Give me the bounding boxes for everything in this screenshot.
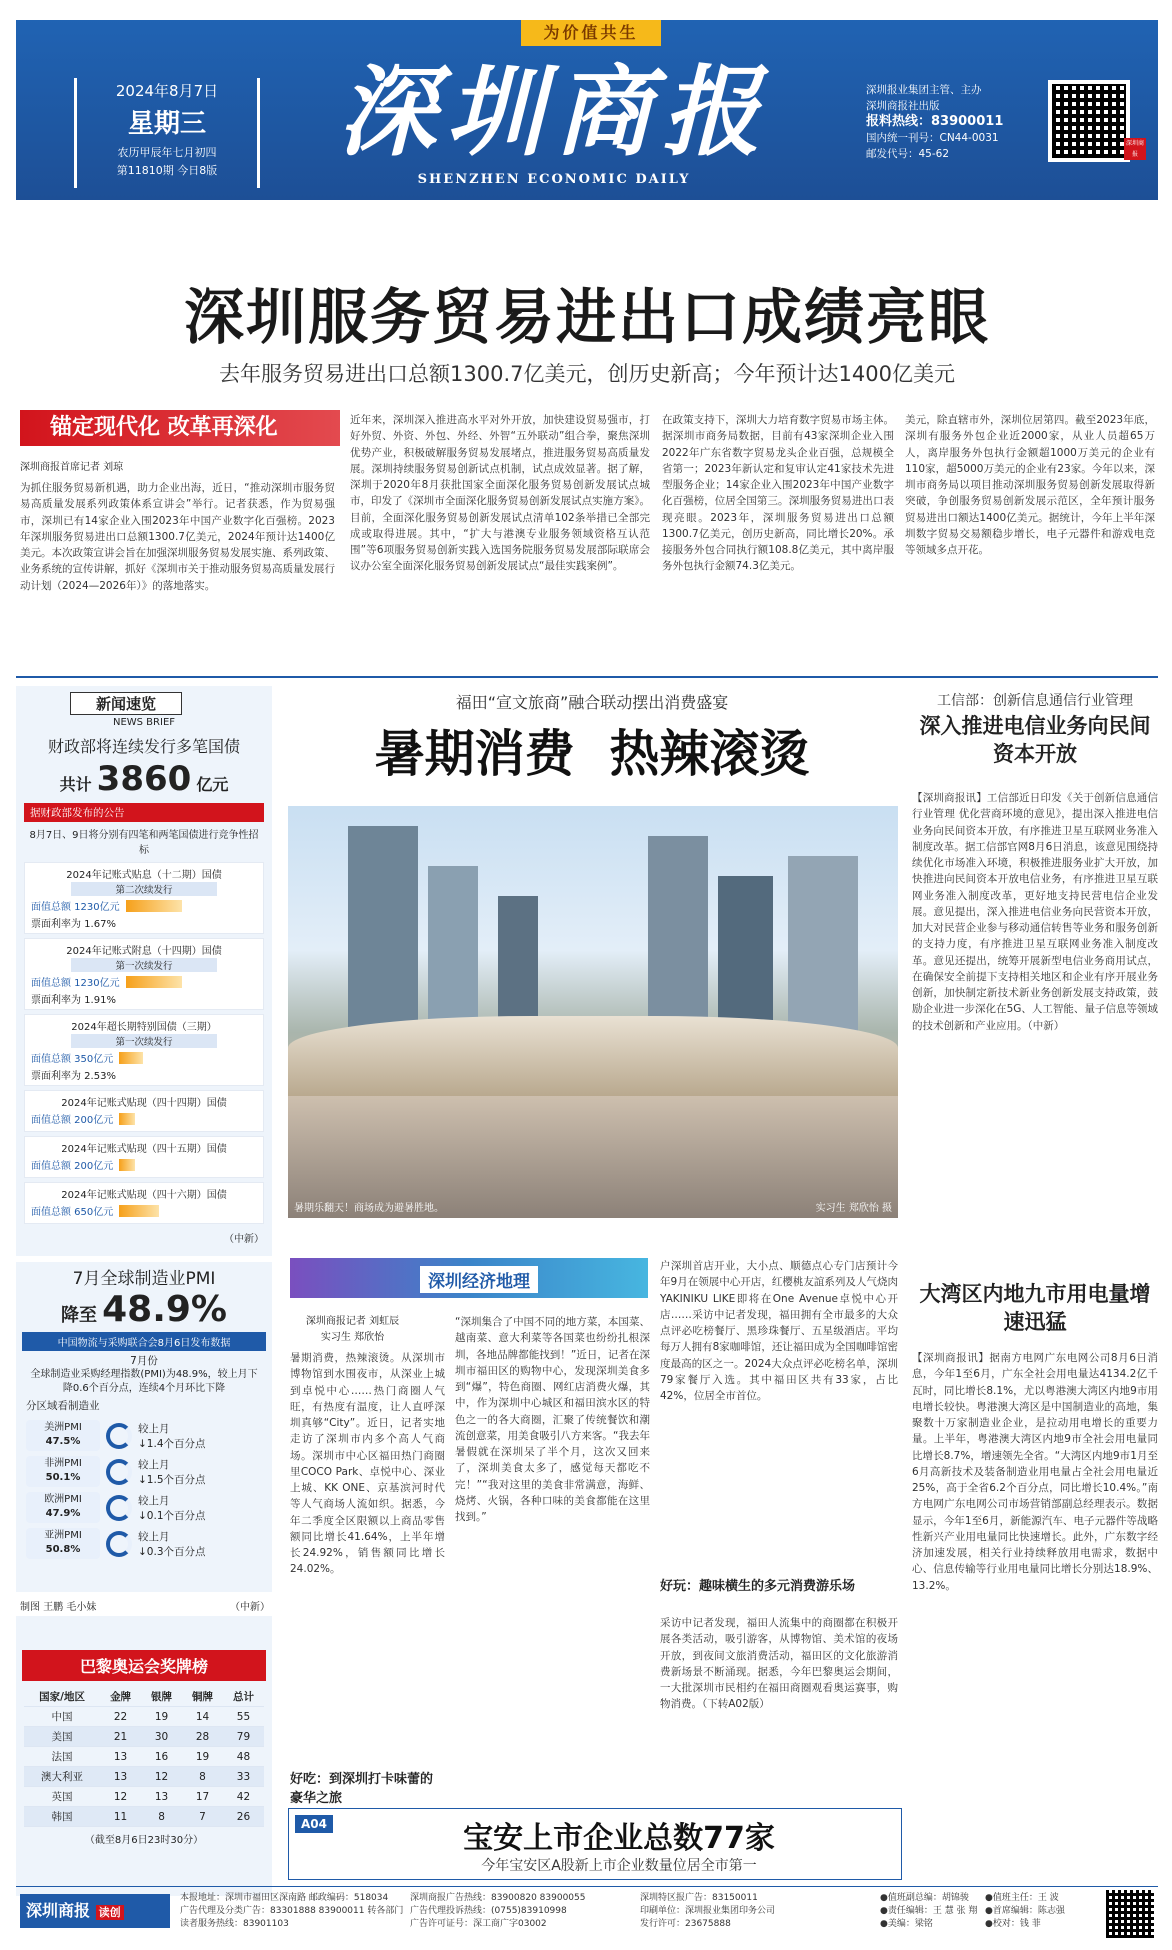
pmi-region-value: 50.8% <box>45 1544 81 1555</box>
lead-column-2: 近年来，深圳深入推进高水平对外开放，加快建设贸易强市，打好外贸、外资、外包、外经、外智“五外联动”组合拳，聚焦深圳优势产业，积极破解服务贸易发展堵点，推进服务贸易高质量发展。深圳持续服务贸易创新试点机制，试点成效显著。据了解，深圳于2020年8月获批国家全面深化服务贸易创新发展试点城市，印发了《深圳市全面深化服务贸易创新发展试点实施方案》。目前，全面深化服务贸易创新发展试点清单102条举措已全部完成或取得进展。其中，“扩大与港澳专业服务领域资格互认范围”等6项服务贸易创新实践入选国务院服务贸易发展部际联席会议办公室全面深化服务贸易创新发展试点“最佳实践案例”。 <box>350 414 650 573</box>
section-banner <box>290 1258 648 1298</box>
bond-phase: 第一次续发行 <box>71 958 217 972</box>
pmi-ring-icon <box>106 1459 132 1485</box>
bond-rate: 票面利率为 1.67% <box>31 919 116 930</box>
newspaper-title-en: SHENZHEN ECONOMIC DAILY <box>417 172 691 187</box>
brief-tag <box>70 692 182 715</box>
photo-caption: 暑期乐翻天！商场成为避暑胜地。 <box>294 1203 444 1214</box>
bond-amount: 面值总额 1230亿元 <box>31 902 120 913</box>
cn-number: 国内统一刊号：CN44-0031 <box>866 132 999 144</box>
footer-logo-tag: 读创 <box>96 1905 124 1920</box>
table-cell: 19 <box>141 1707 182 1727</box>
table-row <box>24 1807 264 1827</box>
table-cell: 韩国 <box>24 1807 100 1827</box>
medal-body <box>24 1707 264 1827</box>
news-brief-panel <box>16 686 272 1256</box>
bond-amount: 面值总额 200亿元 <box>31 1161 114 1172</box>
pmi-change <box>138 1529 206 1559</box>
feature-column-3b: 采访中记者发现，福田人流集中的商圈都在积极开展各类活动，吸引游客，从博物馆、美术馆的夜场开放，到夜间文旅消费活动，福田区的文化旅游消费新场景不断涌现。据悉，今年巴黎奥运会期间，一大批深圳市民相约在福田商圈观看奥运赛事，购物消费。（下转A02版） <box>660 1617 898 1711</box>
bond-title: 2024年记账式贴现（四十六期）国债 <box>61 1190 227 1201</box>
footer-rule <box>16 1886 1158 1887</box>
lead-byline: 深圳商报首席记者 刘琼 <box>20 462 124 473</box>
right-kicker: 工信部：创新信息通信行业管理 <box>937 693 1133 709</box>
bond-amount-bar <box>126 976 182 988</box>
medal-header-row <box>24 1687 264 1707</box>
feature-column-3: 户深圳首店开业，大小点、顺德点心专门店预计今年9月在领展中心开店，红樱桃友誼系列及人气烧肉YAKINIKU LIKE即将在One Avenue卓悦中心开店……采访中记者发现，福田拥有全市最多的大众点评必吃榜餐厅、黑珍珠餐厅、五星级酒店。平均每万人拥有8家咖啡馆，还让福田成为全国咖啡馆密度最高的区之一。2024大众点评必吃榜名单，深圳79家餐厅入选。其中福田区共有33家，占比42%，位居全市首位。 <box>660 1260 898 1403</box>
bond-amount-bar <box>119 1113 135 1125</box>
pmi-compare-label: 较上月 <box>138 1494 170 1507</box>
pmi-text: 全球制造业采购经理指数(PMI)为48.9%，较上月下降0.6个百分点，连续4个月环比下降 <box>30 1369 258 1394</box>
right-headline: 深入推进电信业务向民间资本开放 <box>919 714 1151 766</box>
lead-tag-text: 锚定现代化 改革再深化 <box>50 415 278 440</box>
table-row <box>24 1747 264 1767</box>
footer-qr-icon <box>1106 1890 1154 1938</box>
bond-rate: 票面利率为 2.53% <box>31 1071 116 1082</box>
bond-phase: 第一次续发行 <box>71 1034 217 1048</box>
pmi-delta: ↓0.3个百分点 <box>138 1545 206 1558</box>
footer-line: 发行许可：23675888 <box>640 1919 731 1929</box>
pmi-region <box>26 1492 100 1523</box>
pmi-region-value: 47.9% <box>45 1508 81 1519</box>
bond-amount-row <box>31 1157 257 1172</box>
pmi-change <box>138 1457 206 1487</box>
pmi-delta: ↓1.4个百分点 <box>138 1437 206 1450</box>
medal-note: （截至8月6日23时30分） <box>84 1835 204 1846</box>
table-cell: 17 <box>182 1787 223 1807</box>
footer-line: 广告许可证号：深工商广字03002 <box>410 1919 547 1929</box>
table-row <box>24 1727 264 1747</box>
medal-header-cell: 总计 <box>223 1687 264 1707</box>
footer-staff-line: ●值班副总编：胡锦骏 <box>880 1893 969 1903</box>
bond-amount: 面值总额 350亿元 <box>31 1054 114 1065</box>
lead-headline: 深圳服务贸易进出口成绩亮眼 <box>184 283 990 353</box>
table-cell: 55 <box>223 1707 264 1727</box>
medal-table <box>24 1687 264 1827</box>
pmi-banner: 中国物流与采购联合会8月6日发布数据 <box>22 1332 266 1351</box>
pmi-compare-label: 较上月 <box>138 1422 170 1435</box>
brief-headline-2 <box>16 759 272 799</box>
qr-code-icon <box>1048 80 1130 162</box>
footer-line: 本报地址：深圳市福田区深南路 邮政编码：518034 <box>180 1893 389 1903</box>
footer-story-sub: 今年宝安区A股新上市企业数量位居全市第一 <box>481 1858 757 1874</box>
feature-byline-1: 深圳商报记者 刘虹辰 <box>305 1316 400 1327</box>
table-cell: 美国 <box>24 1727 100 1747</box>
pmi-region-value: 50.1% <box>45 1472 81 1483</box>
footer-staff-line: ●美编：梁铭 <box>880 1919 933 1929</box>
lead-column-4: 美元，除直辖市外，深圳位居第四。截至2023年底，深圳有服务外包企业近2000家，从业人员超65万人，离岸服务外包执行金额超1000万美元的企业有110家，超5000万美元的企业有23家。今年以来，深圳市商务局以项目推动深圳服务贸易创新发展取得新突破，争创服务贸易创新发展示范区，全年预计服务贸易进出口额达1400亿美元。据统计，今年上半年深圳数字贸易交易额稳步增长，电子元器件和游戏电竞等领域多点开花。 <box>905 414 1155 557</box>
table-cell: 8 <box>182 1767 223 1787</box>
bond-amount-row <box>31 1203 257 1218</box>
bond-amount-bar <box>119 1159 135 1171</box>
feature-subhead-2 <box>660 1575 898 1594</box>
pmi-headline-1: 7月全球制造业PMI <box>72 1269 216 1289</box>
table-cell: 22 <box>100 1707 141 1727</box>
brief-h2-num: 3860 <box>96 759 192 799</box>
divider <box>16 676 1158 678</box>
issue-number: 第11810期 今日8版 <box>116 164 218 177</box>
bond-amount: 面值总额 650亿元 <box>31 1207 114 1218</box>
table-cell: 26 <box>223 1807 264 1827</box>
mall-terrace <box>288 1016 898 1096</box>
pmi-compare-label: 较上月 <box>138 1458 170 1471</box>
brief-h2-unit: 亿元 <box>196 775 229 794</box>
footer-line: 深圳商报广告热线：83900820 83900055 <box>410 1893 586 1903</box>
pmi-h2-num: 48.9% <box>102 1289 227 1330</box>
pmi-panel <box>16 1262 272 1592</box>
pmi-compare-label: 较上月 <box>138 1530 170 1543</box>
table-cell: 30 <box>141 1727 182 1747</box>
pmi-change <box>138 1493 206 1523</box>
publisher-info <box>866 82 1036 162</box>
pmi-credit-text: 制图 王鹏 毛小妹 <box>20 1602 97 1613</box>
feature-byline <box>290 1314 415 1346</box>
footer-staff <box>880 1892 1090 1931</box>
bond-item <box>24 862 264 934</box>
pmi-delta: ↓1.5个百分点 <box>138 1473 206 1486</box>
pmi-row <box>26 1492 262 1523</box>
table-cell: 19 <box>182 1747 223 1767</box>
bond-title: 2024年记账式贴现（四十五期）国债 <box>61 1144 227 1155</box>
table-cell: 79 <box>223 1727 264 1747</box>
feature-subhead-1 <box>290 1768 445 1806</box>
footer-line: 深圳特区报广告：83150011 <box>640 1893 758 1903</box>
bond-amount: 面值总额 1230亿元 <box>31 978 120 989</box>
date-block <box>74 78 260 188</box>
lead-column-1: 为抓住服务贸易新机遇，助力企业出海，近日，“推动深圳市服务贸易高质量发展系列政策体系宣讲会”举行。记者获悉，作为贸易强市，深圳已有14家企业入围2023年中国产业数字化百强榜。2023年深圳服务贸易进出口总额1300.7亿美元，2024年预计达1400亿美元。本次政策宣讲会旨在加强深圳服务贸易发展实施、系列政策、业务系统的宣传讲解，抓好《深圳市关于推动服务贸易高质量发展行动计划（2024—2026年）》的落地落实。 <box>20 482 335 592</box>
table-cell: 12 <box>141 1767 182 1787</box>
photo-credit: 实习生 郑欣怡 摄 <box>815 1203 892 1214</box>
table-cell: 13 <box>100 1767 141 1787</box>
right-headline-2: 大湾区内地九市用电量增速迅猛 <box>919 1282 1151 1334</box>
brief-tag-en: NEWS BRIEF <box>112 717 176 728</box>
newspaper-title: 深圳商报 <box>337 55 770 170</box>
feature-column-1: 暑期消费，热辣滚烫。从深圳市博物馆到水围夜市，从深业上城到卓悦中心……热门商圈人气旺，有热度有温度，让人直呼深圳真够“City”。近日，记者实地走访了深圳市内多个高人气商场。深圳市中心区福田热门商圈里COCO Park、卓悦中心、深业上城、KK ONE、京基滨河时代等人气商场人流如织。据悉，今年二季度全区限额以上商品零售额同比增长41.64%，上半年增长24.92%，销售额同比增长24.02%。 <box>290 1352 445 1576</box>
footer-logo-text: 深圳商报 <box>26 1901 91 1920</box>
footer-staff-line: ●责任编辑：王 慧 张 翔 <box>880 1906 978 1916</box>
bond-amount: 面值总额 200亿元 <box>31 1115 114 1126</box>
pmi-ring-icon <box>106 1495 132 1521</box>
feature-byline-2: 实习生 郑欣怡 <box>320 1332 385 1343</box>
bond-amount-row <box>31 1111 257 1126</box>
table-cell: 12 <box>100 1787 141 1807</box>
feature-column-2: “深圳集合了中国不同的地方菜，本国菜、越南菜、意大利菜等各国菜也纷纷扎根深圳，各地品牌都能找到！”近日，记者在深圳市福田区的购物中心，发现深圳美食多到“爆”，特色商圈、网红店消费火爆，其中，作为深圳中心城区和福田滨水区的特色之一的各大商圈，汇聚了传统餐饮和潮流创意菜，用美食吸引八方来客。“我去年暑假就在深圳呆了半个月，这次又回来了，深圳美食太多了，感觉每天都吃不完！”“我对这里的美食非常满意，海鲜、烧烤、火锅，各种口味的美食都能在这里找到。” <box>455 1316 650 1524</box>
footer-story-headline: 宝安上市企业总数77家 <box>463 1821 775 1856</box>
bond-amount-bar <box>126 900 182 912</box>
brief-tag-text: 新闻速览 <box>95 695 156 713</box>
postcode: 邮发代号：45-62 <box>866 148 950 160</box>
pmi-h2-pre: 降至 <box>61 1305 97 1326</box>
bond-title: 2024年超长期特别国债（三期） <box>71 1022 217 1033</box>
lunar-date: 农历甲辰年七月初四 <box>117 146 217 159</box>
pmi-source: （中新） <box>230 1602 270 1613</box>
hotline: 报料热线：83900011 <box>866 114 1004 129</box>
medal-header-cell: 金牌 <box>100 1687 141 1707</box>
feature-photo <box>288 806 898 1218</box>
bond-list <box>16 856 272 1230</box>
brief-h2-pre: 共计 <box>59 775 92 794</box>
bond-item <box>24 1182 264 1224</box>
pmi-region <box>26 1420 100 1451</box>
right-text: 【深圳商报讯】工信部近日印发《关于创新信息通信行业管理 优化营商环境的意见》，提出深入推进电信业务向民间资本开放，有序推进卫星互联网业务准入制度改革。据工信部官网8月6日消息，该意见围绕持续优化市场准入环境，积极推进服务业扩大开放，加快推进向民间资本开放电信业务，有序推进卫星互联网业务准入制度改革，更好地支持民营电信企业发展。意见提出，深入推进电信业务向民营资本开放，加大对民营企业参与移动通信转售等业务和服务创新的支持力度，有序推进卫星互联网业务准入制度改革。意见还提出，统筹开展新型电信业务商用试点，在确保安全前提下支持相关地区和企业有序开展业务创新，加快制定新技术新业务创新发展支持政策，鼓励企业进一步深化在5G、人工智能、量子信息等领域的技术创新和产业应用。（中新） <box>912 792 1158 1032</box>
right-text-2: 【深圳商报讯】据南方电网广东电网公司8月6日消息，今年1至6月，广东全社会用电量达4134.2亿千瓦时，同比增长8.1%，尤以粤港澳大湾区内地9市用电增长较快。粤港澳大湾区是中国制造业的高地，集聚数十万家制造业企业，是拉动用电增长的重要力量。上半年，粤港澳大湾区内地9市全社会用电量同比增长8.7%，增速领先全省。“大湾区内地9市1月至6月高新技术及装备制造业用电量占全社会用电量近25%，高于全省6.2个百分点，同比增长10.4%。”南方电网广东电网公司市场营销部副总经理表示。数据显示，今年1至6月，新能源汽车、电子元器件等战略性新兴产业用电量同比快速增长。此外，广东数字经济加速发展，相关行业持续释放用电需求，数据中心、信息传输等行业用电量同比增长分别达18.9%、13.2%。 <box>912 1352 1158 1592</box>
table-cell: 法国 <box>24 1747 100 1767</box>
table-cell: 33 <box>223 1767 264 1787</box>
medal-title: 巴黎奥运会奖牌榜 <box>22 1650 266 1681</box>
bond-amount-bar <box>119 1052 143 1064</box>
footer-staff-line: ●首席编辑：陈志强 <box>985 1906 1065 1916</box>
footer-story-page: A04 <box>295 1815 333 1833</box>
weekday: 星期三 <box>127 109 206 139</box>
pmi-change <box>138 1421 206 1451</box>
table-cell: 8 <box>141 1807 182 1827</box>
lead-subheadline: 去年服务贸易进出口总额1300.7亿美元，创历史新高；今年预计达1400亿美元 <box>219 362 955 386</box>
table-cell: 21 <box>100 1727 141 1747</box>
brief-sub-banner: 据财政部发布的公告 <box>24 803 264 822</box>
feature-subhead-2-text: 好玩：趣味横生的多元消费游乐场 <box>660 1579 856 1594</box>
table-cell: 16 <box>141 1747 182 1767</box>
red-stamp: 深圳商报 <box>1125 140 1144 158</box>
medal-header-cell: 银牌 <box>141 1687 182 1707</box>
pmi-rows <box>16 1420 272 1559</box>
medal-header-cell: 铜牌 <box>182 1687 223 1707</box>
pmi-ring-icon <box>106 1423 132 1449</box>
bond-amount-row <box>31 1050 257 1065</box>
lead-tag <box>20 410 340 446</box>
pmi-region <box>26 1456 100 1487</box>
pmi-region-name: 美洲PMI <box>44 1422 82 1433</box>
brief-headline-1: 财政部将连续发行多笔国债 <box>47 737 240 756</box>
footer-lines <box>180 1892 870 1931</box>
table-cell: 13 <box>141 1787 182 1807</box>
pmi-credit <box>20 1598 270 1613</box>
bond-item <box>24 938 264 1010</box>
bond-source: （中新） <box>224 1234 264 1245</box>
table-cell: 14 <box>182 1707 223 1727</box>
table-row <box>24 1707 264 1727</box>
bond-item <box>24 1090 264 1132</box>
feature-headline: 暑期消费 热辣滚烫 <box>374 725 810 783</box>
brief-sub-text: 8月7日、9日将分别有四笔和两笔国债进行竞争性招标 <box>29 830 259 856</box>
publisher: 深圳报业集团主管、主办 <box>866 84 982 96</box>
bond-rate: 票面利率为 1.91% <box>31 995 116 1006</box>
bond-title: 2024年记账式贴息（十二期）国债 <box>66 870 222 881</box>
table-cell: 48 <box>223 1747 264 1767</box>
medal-header-cell: 国家/地区 <box>24 1687 100 1707</box>
bond-title: 2024年记账式贴现（四十四期）国债 <box>61 1098 227 1109</box>
pmi-region-name: 非洲PMI <box>44 1458 82 1469</box>
section-title-box <box>420 1266 538 1293</box>
pmi-subtitle: 分区域看制造业 <box>26 1400 100 1412</box>
masthead <box>16 20 1158 200</box>
footer-line: 读者服务热线：83901103 <box>180 1919 289 1929</box>
medal-panel <box>16 1616 272 1896</box>
table-row <box>24 1767 264 1787</box>
footer-staff-line: ●校对：钱 菲 <box>985 1919 1041 1929</box>
table-cell: 中国 <box>24 1707 100 1727</box>
pmi-delta: ↓0.1个百分点 <box>138 1509 206 1522</box>
pmi-ring-icon <box>106 1531 132 1557</box>
bond-item <box>24 1014 264 1086</box>
slogan-badge: 为价值共生 <box>521 20 661 46</box>
table-cell: 7 <box>182 1807 223 1827</box>
lead-column-3: 在政策支持下，深圳大力培育数字贸易市场主体。据深圳市商务局数据，目前有43家深圳企业入围2022年广东省数字贸易龙头企业百强，总规模全省第一；2023年新认定和复审认定41家技术先进型服务企业；14家企业入围2023年中国产业数字化百强榜，位居全国第三。深圳服务贸易进出口表现亮眼。2023年，深圳服务贸易进出口总额1300.7亿美元，创历史新高，同比增长20%。承接服务外包合同执行额108.8亿美元，其中离岸服务外包执行金额74.3亿美元。 <box>662 414 894 573</box>
table-cell: 11 <box>100 1807 141 1827</box>
publisher-2: 深圳商报社出版 <box>866 100 940 112</box>
pmi-row <box>26 1528 262 1559</box>
date: 2024年8月7日 <box>115 82 219 100</box>
feature-kicker: 福田“宣文旅商”融合联动摆出消费盛宴 <box>455 693 729 712</box>
table-cell: 澳大利亚 <box>24 1767 100 1787</box>
pmi-month: 7月份 <box>130 1355 158 1367</box>
section-title: 深圳经济地理 <box>428 1272 530 1292</box>
footer-line: 印刷单位：深圳报业集团印务公司 <box>640 1906 776 1916</box>
footer-staff-line: ●值班主任：王 波 <box>985 1893 1059 1903</box>
pmi-headline-2 <box>16 1289 272 1330</box>
bond-amount-row <box>31 974 257 989</box>
table-cell: 42 <box>223 1787 264 1807</box>
bond-item <box>24 1136 264 1178</box>
pmi-region-name: 欧洲PMI <box>44 1494 82 1505</box>
pmi-row <box>26 1420 262 1451</box>
footer-story <box>288 1808 902 1880</box>
pmi-region <box>26 1528 100 1559</box>
bond-amount-row <box>31 898 257 913</box>
footer-line: 广告代理及分类广告：83301888 83900011 转各部门 <box>180 1906 404 1916</box>
table-row <box>24 1787 264 1807</box>
pmi-region-value: 47.5% <box>45 1436 81 1447</box>
table-cell: 28 <box>182 1727 223 1747</box>
bond-phase: 第二次续发行 <box>71 882 217 896</box>
bond-title: 2024年记账式附息（十四期）国债 <box>66 946 222 957</box>
footer-line: 广告代理投诉热线：(0755)83910998 <box>410 1906 567 1916</box>
pmi-row <box>26 1456 262 1487</box>
footer-logo <box>20 1894 170 1928</box>
feature-subhead-1-text: 好吃：到深圳打卡味蕾的豪华之旅 <box>290 1772 434 1806</box>
bond-amount-bar <box>119 1205 159 1217</box>
table-cell: 英国 <box>24 1787 100 1807</box>
pmi-region-name: 亚洲PMI <box>44 1530 82 1541</box>
table-cell: 13 <box>100 1747 141 1767</box>
